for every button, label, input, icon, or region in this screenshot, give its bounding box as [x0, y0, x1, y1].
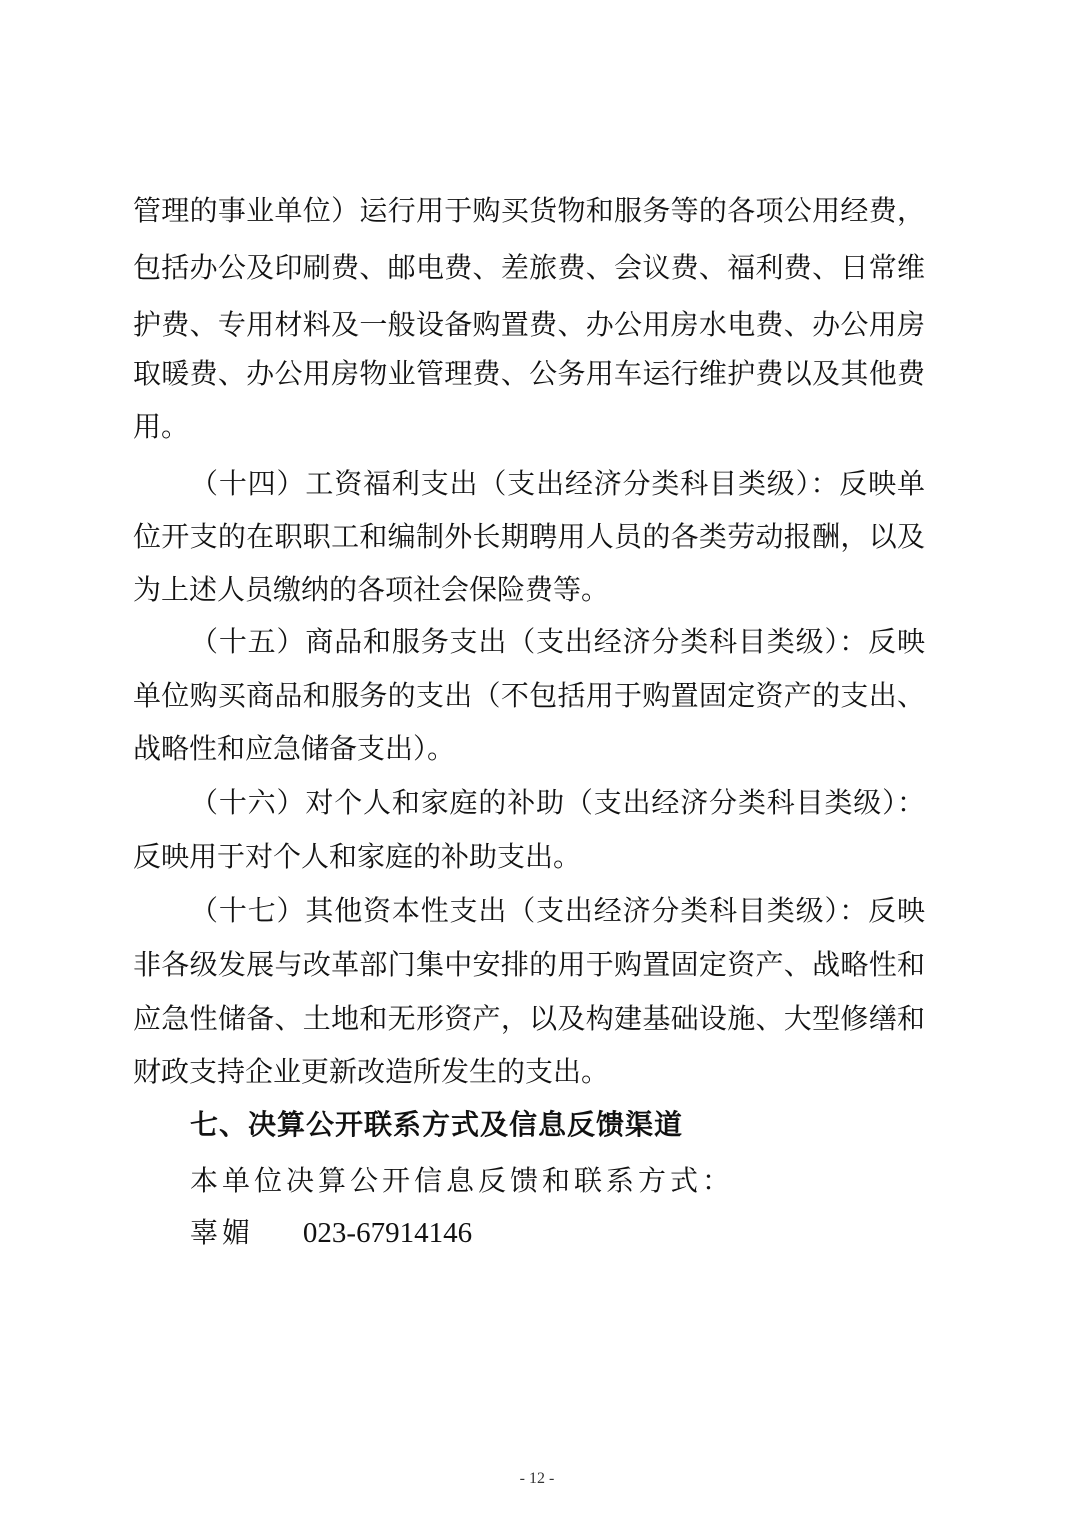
text-line: 财政支持企业更新改造所发生的支出。	[133, 1055, 610, 1088]
contact-phone: 023-67914146	[302, 1217, 473, 1249]
text-line: 用。	[133, 410, 190, 443]
text-line: 反映用于对个人和家庭的补助支出。	[133, 840, 582, 873]
section-heading: 七、决算公开联系方式及信息反馈渠道	[190, 1108, 684, 1141]
text-line: 为上述人员缴纳的各项社会保险费等。	[133, 573, 610, 606]
contact-intro: 本单位决算公开信息反馈和联系方式：	[190, 1164, 735, 1197]
text-line: 包括办公及印刷费、邮电费、差旅费、会议费、福利费、日常维	[133, 251, 925, 284]
text-line: 护费、专用材料及一般设备购置费、办公用房水电费、办公用房	[133, 308, 925, 341]
text-line: （十六）对个人和家庭的补助（支出经济分类科目类级）：	[190, 786, 925, 819]
text-line: （十七）其他资本性支出（支出经济分类科目类级）：反映	[190, 894, 925, 927]
text-line: 位开支的在职职工和编制外长期聘用人员的各类劳动报酬，以及	[133, 520, 925, 553]
text-line: 取暖费、办公用房物业管理费、公务用车运行维护费以及其他费	[133, 357, 925, 390]
contact-row	[190, 1204, 472, 1262]
text-line: 应急性储备、土地和无形资产，以及构建基础设施、大型修缮和	[133, 1002, 925, 1035]
text-line: 管理的事业单位）运行用于购买货物和服务等的各项公用经费，	[133, 194, 925, 227]
contact-name: 辜媚	[190, 1216, 255, 1249]
text-line: 单位购买商品和服务的支出（不包括用于购置固定资产的支出、	[133, 679, 925, 712]
text-line: （十五）商品和服务支出（支出经济分类科目类级）：反映	[190, 625, 925, 658]
page-number: - 12 -	[519, 1470, 555, 1487]
text-line: （十四）工资福利支出（支出经济分类科目类级）：反映单	[190, 467, 925, 500]
text-line: 非各级发展与改革部门集中安排的用于购置固定资产、战略性和	[133, 948, 925, 981]
text-line: 战略性和应急储备支出）。	[133, 732, 456, 765]
